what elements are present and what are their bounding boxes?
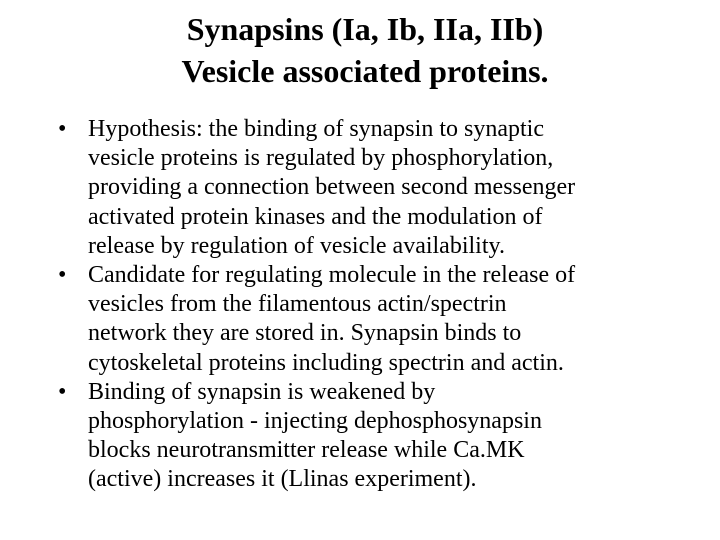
bullet-hypothesis [58,115,668,261]
title-line: Synapsins (Ia, Ib, IIa, IIb) [186,11,544,47]
bullet-dot-icon: • [58,116,67,142]
bullet-line: cytoskeletal proteins including spectrin and actin. [88,349,564,376]
bullet-line: vesicles from the filamentous actin/spectrin [88,291,507,318]
bullet-line: blocks neurotransmitter release while Ca.MK [88,437,525,464]
bullet-dot-icon: • [58,378,67,405]
bullet-line: activated protein kinases and the modulation of [88,203,543,230]
bullet-dot-icon: • [58,262,67,289]
bullet-binding [58,378,668,495]
bullet-line: Binding of synapsin is weakened by [88,378,436,405]
bullet-line: vesicle proteins is regulated by phosphorylation, [88,145,554,172]
bullet-candidate [58,261,668,378]
bullet-list [58,115,668,495]
slide-title [0,8,720,92]
bullet-line: providing a connection between second messenger [88,174,576,201]
bullet-line: Candidate for regulating molecule in the release of [88,262,576,289]
bullet-line: Hypothesis: the binding of synapsin to synaptic [88,116,544,142]
bullet-line: network they are stored in. Synapsin binds to [88,320,522,347]
bullet-line: (active) increases it (Llinas experiment). [88,466,477,493]
bullet-line: phosphorylation - injecting dephosphosynapsin [88,408,542,435]
title-line: Vesicle associated proteins. [181,53,549,89]
bullet-line: release by regulation of vesicle availability. [88,232,505,259]
